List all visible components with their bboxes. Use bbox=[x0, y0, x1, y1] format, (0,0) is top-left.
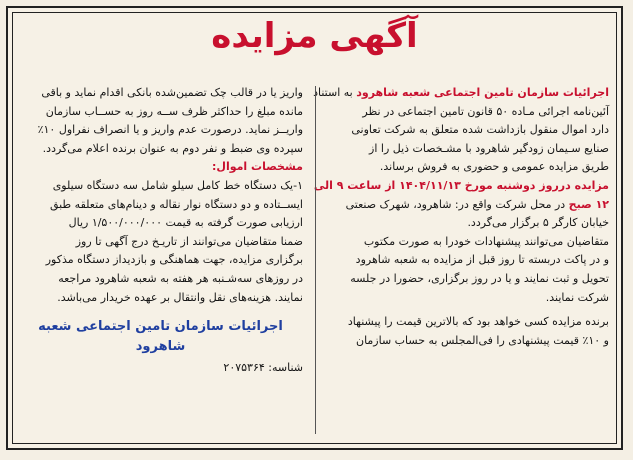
assets-heading: مشخصات اموال: bbox=[212, 160, 303, 174]
right-line-4: صنایع سـیمان زودگیر شاهرود با مشـخصات ذیل را از bbox=[369, 141, 609, 155]
right-column bbox=[313, 84, 609, 350]
right-line-7: ۱۲ صبح در محل شرکت واقع در: شاهرود، شهرک صنعتی bbox=[345, 197, 609, 211]
right-line-9: متقاضیان می‌توانند پیشنهادات خودرا به صورت مکتوب bbox=[363, 234, 609, 248]
left-line-4: سپرده وی ضبط و نفر دوم به عنوان برنده اعلام می‌گردد. bbox=[42, 141, 303, 155]
right-line-11: تحویل و ثبت نمایند و یا در روز برگزاری، حضورا در جلسه bbox=[350, 271, 609, 285]
right-line-13: برنده مزایده کسی خواهد بود که بالاترین قیمت را پیشنهاد bbox=[347, 315, 609, 329]
right-line-1: اجرائیات سازمان تامین اجتماعی شعبه شاهرود به استناد bbox=[313, 86, 609, 99]
signature: اجرائیات سازمان تامین اجتماعی شعبه شاهرود bbox=[38, 319, 283, 355]
left-line-8: ارزیابی صورت گرفته به قیمت ۱/۵۰۰/۰۰۰/۰۰۰ ریال bbox=[68, 216, 303, 230]
left-line-1: واریز یا در قالب چک تضمین‌شده بانکی اقدام نماید و باقی bbox=[41, 86, 303, 99]
notice-code: شناسه: ۲۰۷۵۳۶۴ bbox=[223, 361, 303, 375]
left-line-10: برگزاری مزایده، جهت هماهنگی و بازدیداز دستگاه مذکور bbox=[45, 253, 303, 267]
left-line-2: مانده مبلغ را حداکثر ظرف ســه روز به حســاب سازمان bbox=[45, 104, 303, 118]
right-line-12: شرکت نمایند. bbox=[545, 290, 609, 304]
left-line-3: واریــز نماید. درصورت عدم واریز و یا انصراف نفراول ۱۰٪ bbox=[37, 123, 303, 137]
right-line-6: مزایده درروز دوشنبه مورخ ۱۴۰۴/۱۱/۱۳ از ساعت ۹ الی bbox=[313, 178, 609, 192]
left-line-7: ایســتاده و دو دستگاه نوار نقاله و دینام‌های متعلقه طبق bbox=[49, 197, 303, 211]
right-line-2: آئین‌نامه اجرائی مـاده ۵۰ قانون تامین اجتماعی در نظر bbox=[362, 104, 609, 118]
left-column bbox=[18, 84, 303, 378]
right-line-3: دارد اموال منقول بازداشت شده متعلق به شرکت تعاونی bbox=[351, 123, 609, 137]
left-line-11: در روزهای سه‌شـنبه هر هفته به شعبه شاهرود مراجعه bbox=[58, 271, 303, 285]
right-line-14: و ۱۰٪ قیمت پیشنهادی را فی‌المجلس به حساب سازمان bbox=[355, 333, 609, 347]
left-line-9: ضمنا متقاضیان می‌توانند از تاریـخ درج آگهی تا روز bbox=[75, 234, 303, 248]
notice-frame bbox=[6, 6, 623, 450]
right-line-10: و در پاکت دربسته تا روز قبل از مزایده به شعبه شاهرود bbox=[355, 253, 609, 267]
right-line-5: طریق مزایده عمومی و حضوری به فروش برساند. bbox=[379, 160, 609, 174]
column-divider bbox=[315, 86, 316, 434]
notice-title: آگهی مزایده bbox=[211, 16, 418, 56]
right-line-8: خیابان کارگر ۵ برگزار می‌گردد. bbox=[467, 216, 609, 230]
left-line-12: نمایند. هزینه‌های نقل وانتقال بر عهده خریدار می‌باشد. bbox=[57, 290, 303, 304]
left-line-6: ۱-یک دستگاه خط کامل سیلو شامل سه دستگاه سیلوی bbox=[52, 178, 303, 192]
